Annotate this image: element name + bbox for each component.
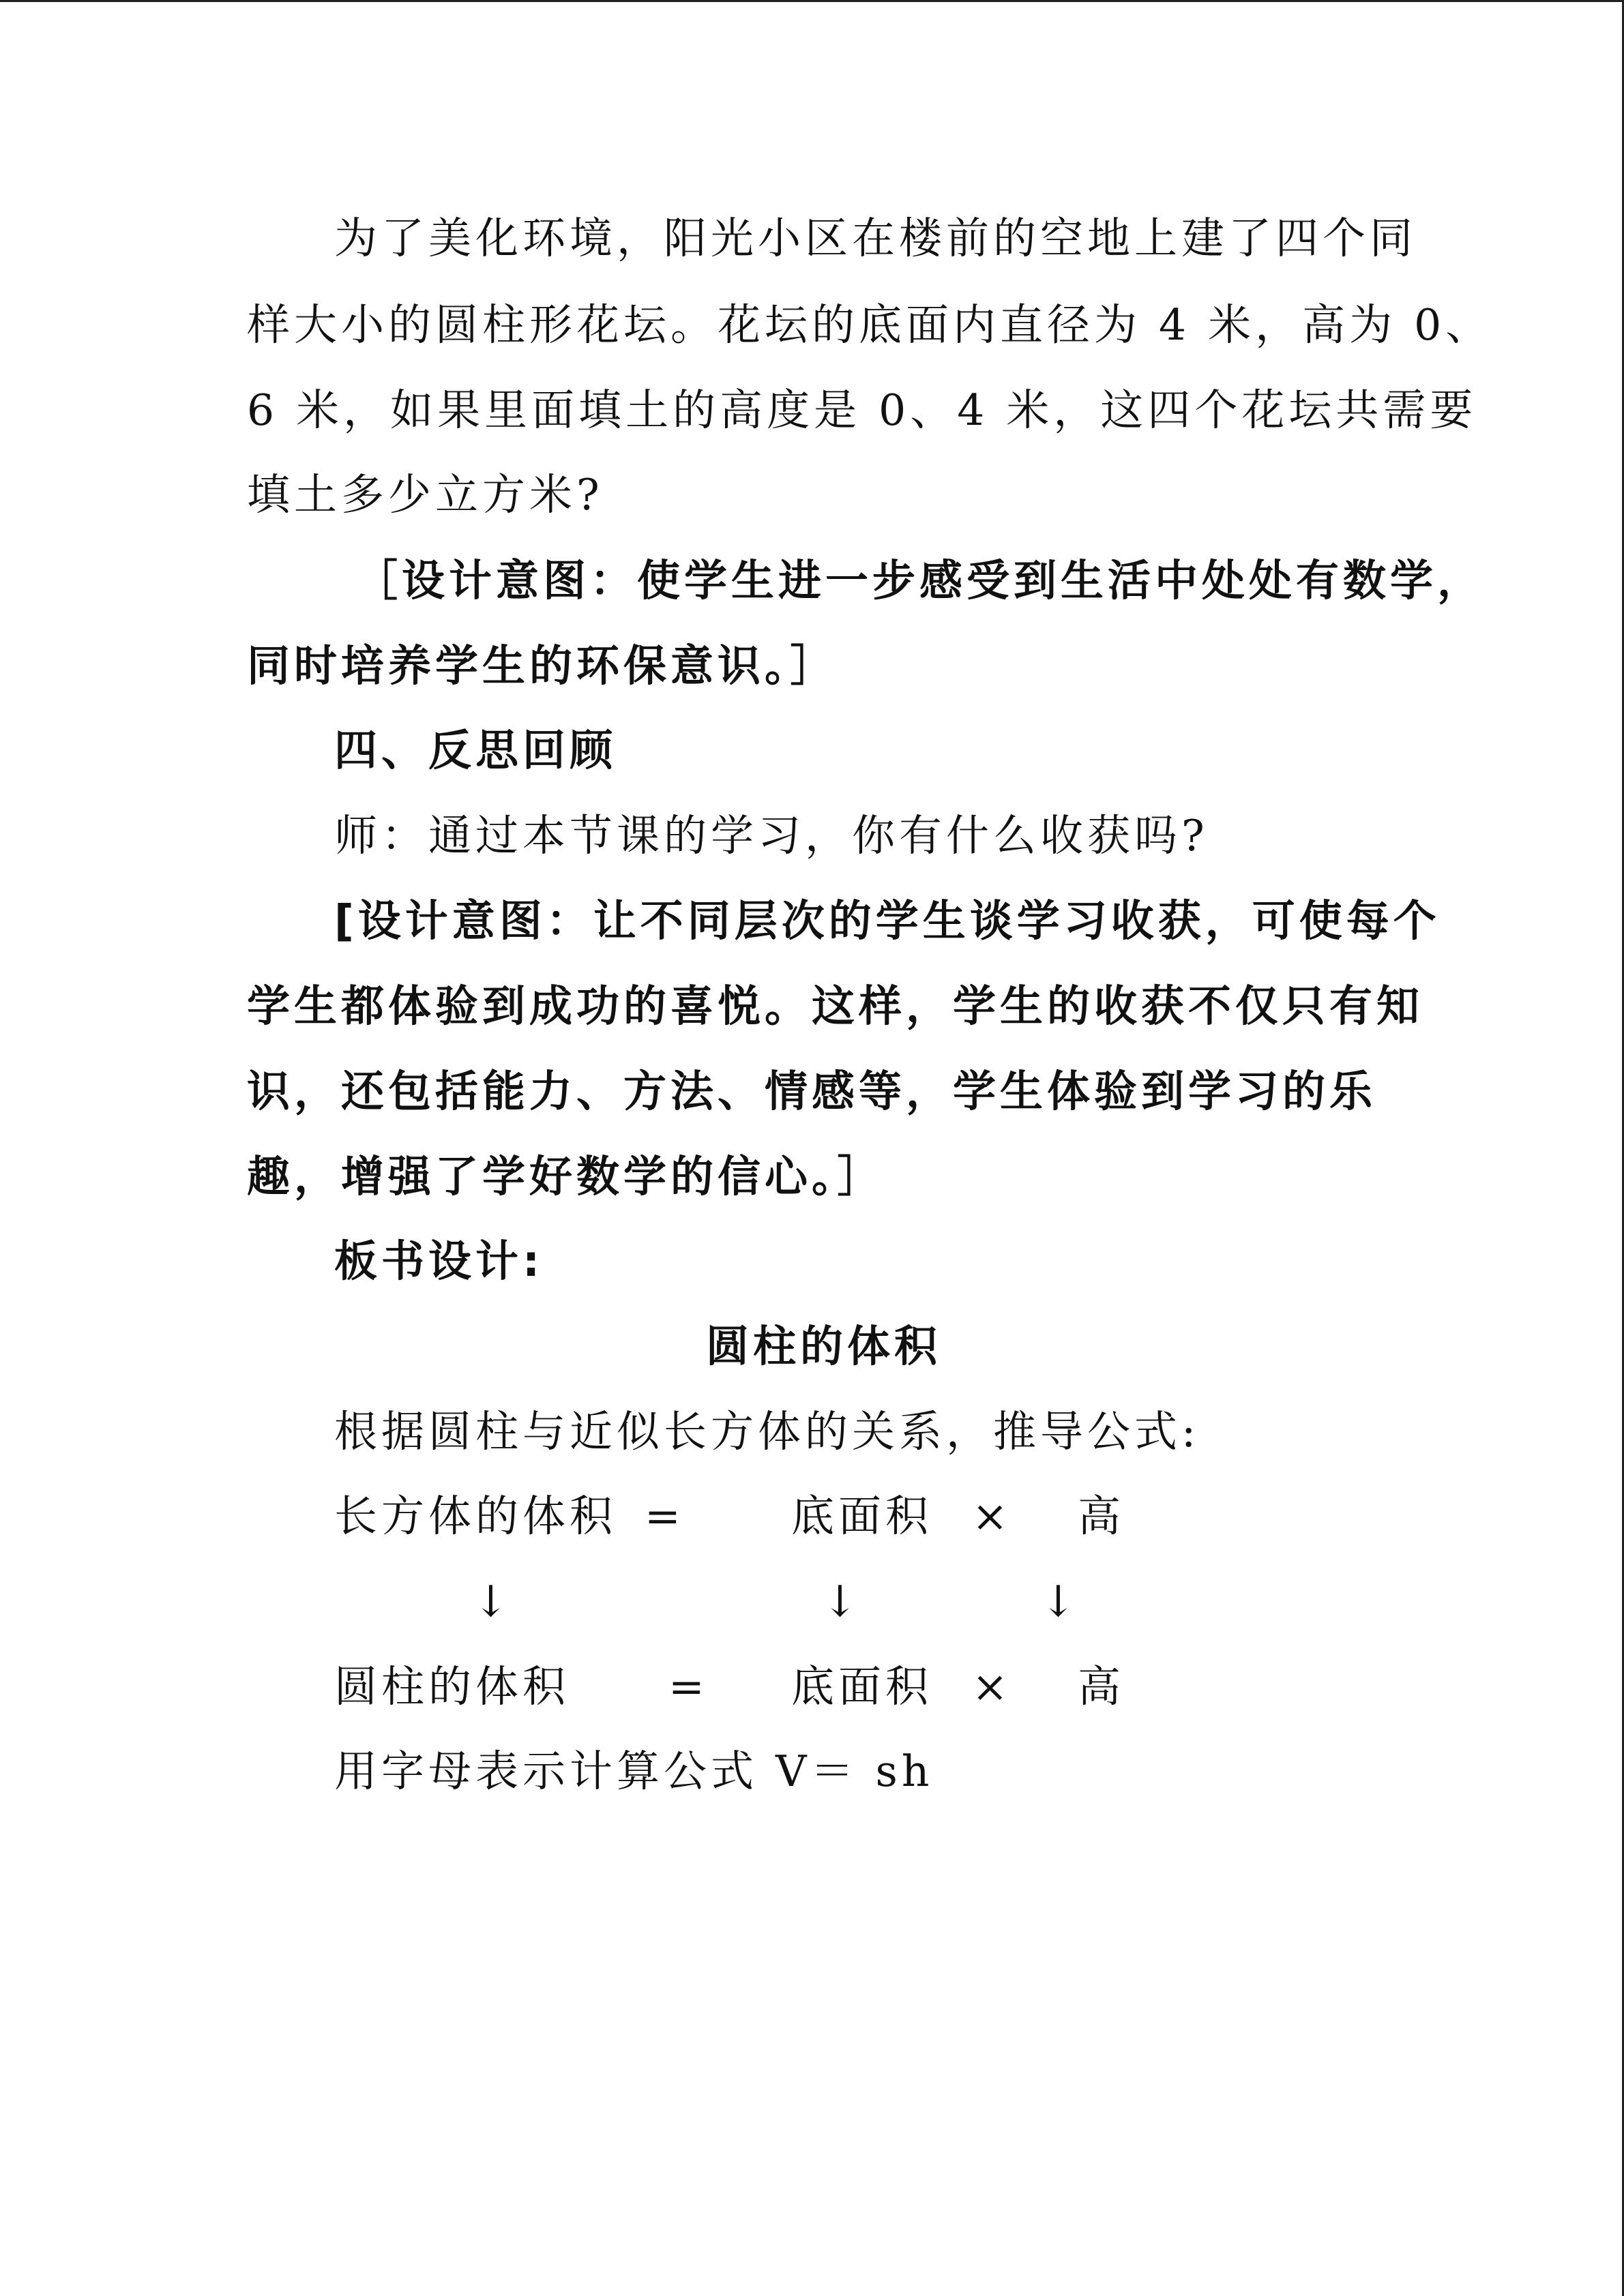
row1-height: 高 — [1078, 1491, 1125, 1541]
row1-equals: = — [645, 1491, 685, 1541]
design-intent-1-line-2: 同时培养学生的环保意识。］ — [247, 641, 838, 691]
problem-line-4: 填土多少立方米? — [247, 470, 604, 520]
arrow-down-icon: ↓ — [822, 1577, 862, 1626]
board-design-intro: 根据圆柱与近似长方体的关系，推导公式: — [334, 1407, 1200, 1457]
design-intent-1-line-1: ［设计意图：使学生进一步感受到生活中处处有数学， — [355, 556, 1484, 606]
design-intent-2-line-3: 识，还包括能力、方法、情感等，学生体验到学习的乐 — [247, 1067, 1376, 1116]
section-heading: 四、反思回顾 — [334, 726, 617, 775]
problem-line-2: 样大小的圆柱形花坛。花坛的底面内直径为 4 米，高为 0、 — [247, 300, 1493, 350]
row1-base-area: 底面积 — [791, 1491, 932, 1541]
problem-line-1: 为了美化环境，阳光小区在楼前的空地上建了四个同 — [334, 213, 1417, 263]
row2-base-area: 底面积 — [791, 1662, 932, 1712]
design-intent-2-line-4: 趣，增强了学好数学的信心。］ — [247, 1152, 885, 1202]
page-top-border — [0, 0, 1624, 2]
board-design-title: 圆柱的体积 — [706, 1322, 941, 1371]
formula-line: 用字母表示计算公式 V＝ sh — [334, 1746, 934, 1796]
row2-left: 圆柱的体积 — [334, 1662, 570, 1712]
design-intent-2-line-1: [设计意图：让不同层次的学生谈学习收获，可使每个 — [334, 896, 1441, 946]
design-intent-2-line-2: 学生都体验到成功的喜悦。这样，学生的收获不仅只有知 — [247, 981, 1423, 1031]
row2-height: 高 — [1078, 1662, 1125, 1712]
arrow-down-icon: ↓ — [1040, 1577, 1080, 1626]
board-design-label: 板书设计: — [334, 1236, 544, 1286]
teacher-question: 师：通过本节课的学习，你有什么收获吗? — [334, 811, 1209, 861]
arrow-down-icon: ↓ — [473, 1577, 513, 1626]
problem-line-3: 6 米，如果里面填土的高度是 0、4 米，这四个花坛共需要 — [247, 385, 1477, 435]
row1-times: × — [972, 1491, 1012, 1541]
row1-left: 长方体的体积 — [334, 1491, 617, 1541]
row2-times: × — [972, 1662, 1012, 1712]
row2-equals: = — [668, 1662, 709, 1712]
